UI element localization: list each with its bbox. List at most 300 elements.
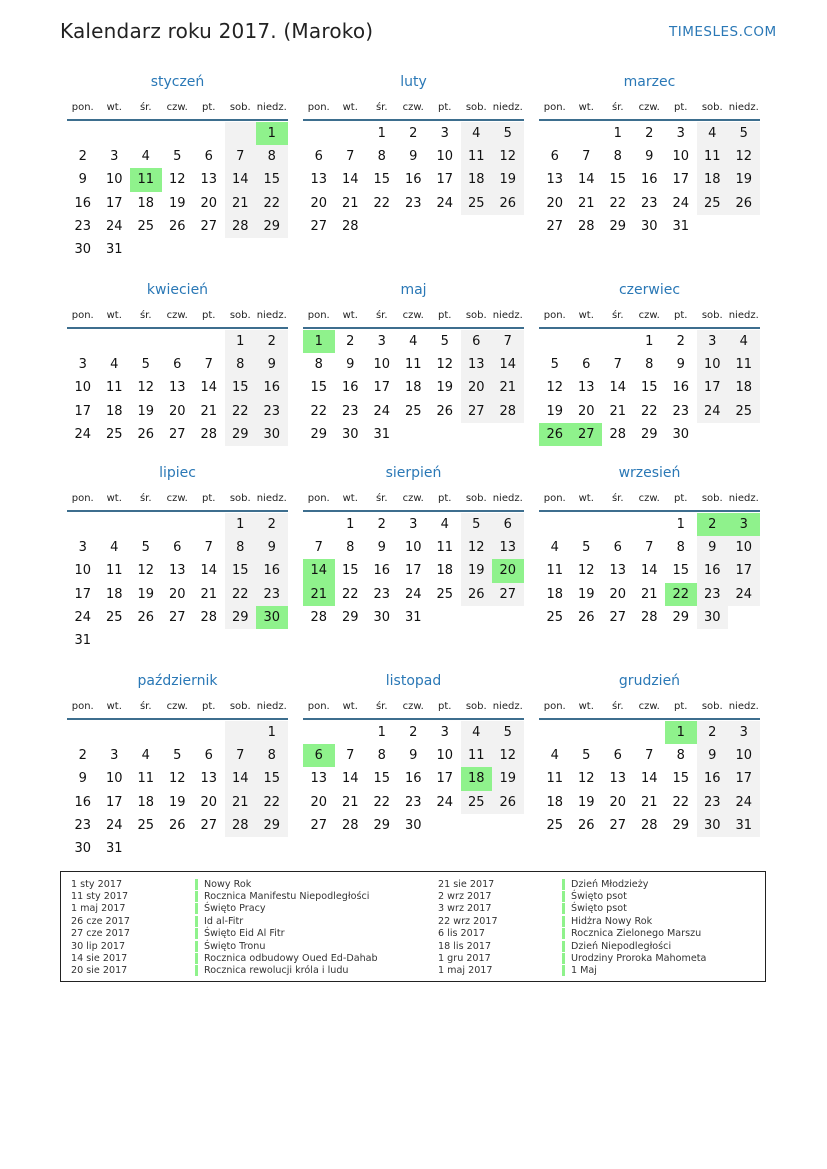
empty-cell <box>130 122 162 145</box>
day-cell: 17 <box>105 195 123 211</box>
weekday-label: pt. <box>202 492 216 504</box>
day-cell: 12 <box>546 380 564 396</box>
day-cell: 27 <box>609 609 627 625</box>
day-grid <box>539 330 760 446</box>
weekday-label: czw. <box>402 101 424 113</box>
header-divider <box>67 510 288 512</box>
day-cell: 14 <box>640 771 658 787</box>
holiday-name: Nowy Rok <box>195 879 251 890</box>
month-calendar <box>539 280 760 446</box>
day-cell: 19 <box>168 794 186 810</box>
header-divider <box>303 119 524 121</box>
day-cell: 14 <box>225 767 257 790</box>
weekday-header <box>67 695 288 717</box>
day-cell: 8 <box>256 145 288 168</box>
day-cell: 20 <box>609 794 627 810</box>
month-name: grudzień <box>618 673 681 689</box>
day-cell: 25 <box>137 817 155 833</box>
day-cell: 6 <box>613 540 622 556</box>
day-cell: 18 <box>461 168 493 191</box>
header-divider <box>539 510 760 512</box>
empty-cell <box>162 721 194 744</box>
day-cell: 20 <box>168 586 186 602</box>
weekday-label: pon. <box>71 492 94 504</box>
day-cell: 15 <box>225 376 257 399</box>
holiday-entry <box>71 915 391 927</box>
day-cell: 24 <box>436 195 454 211</box>
month-name: czerwiec <box>618 282 681 298</box>
day-cell: 5 <box>550 357 559 373</box>
month-name: luty <box>400 74 427 90</box>
holiday-date: 2 wrz 2017 <box>438 891 492 903</box>
day-grid <box>303 122 524 238</box>
day-cell: 25 <box>436 586 454 602</box>
holiday-name: Rocznica rewolucji króla i ludu <box>195 965 349 976</box>
day-cell: 28 <box>225 215 257 238</box>
holiday-entry <box>438 890 758 902</box>
day-cell: 15 <box>373 771 391 787</box>
day-cell: 18 <box>105 586 123 602</box>
weekday-label: pt. <box>438 101 452 113</box>
day-cell: 24 <box>74 609 92 625</box>
day-cell: 28 <box>492 400 524 423</box>
holiday-day-cell: 3 <box>728 513 760 536</box>
day-cell: 28 <box>640 609 658 625</box>
holiday-column-right <box>438 878 758 977</box>
day-cell: 27 <box>310 218 328 234</box>
empty-cell <box>162 330 194 353</box>
day-cell: 9 <box>78 172 87 188</box>
holiday-entry <box>438 940 758 952</box>
holiday-entry <box>71 952 391 964</box>
empty-cell <box>539 122 571 145</box>
day-cell: 24 <box>697 400 729 423</box>
month-calendar <box>539 72 760 238</box>
day-cell: 10 <box>436 748 454 764</box>
day-cell: 8 <box>676 540 685 556</box>
day-cell: 28 <box>200 426 218 442</box>
day-cell: 9 <box>645 149 654 165</box>
weekday-label: śr. <box>139 492 152 504</box>
day-cell: 25 <box>461 791 493 814</box>
holiday-date: 27 cze 2017 <box>71 928 130 940</box>
weekday-label: niedz. <box>256 309 287 321</box>
day-cell: 4 <box>461 122 493 145</box>
month-calendar <box>539 671 760 837</box>
weekday-label: pt. <box>438 700 452 712</box>
holiday-day-cell: 11 <box>130 168 162 191</box>
empty-cell <box>193 721 225 744</box>
day-cell: 10 <box>404 540 422 556</box>
holiday-day-cell: 18 <box>461 767 493 790</box>
day-cell: 10 <box>74 563 92 579</box>
holiday-name: Święto Eid Al Fitr <box>195 928 285 939</box>
day-cell: 5 <box>492 721 524 744</box>
day-cell: 5 <box>141 540 150 556</box>
day-cell: 16 <box>672 380 690 396</box>
weekday-label: niedz. <box>492 700 523 712</box>
day-cell: 27 <box>609 817 627 833</box>
day-cell: 10 <box>373 357 391 373</box>
day-cell: 30 <box>373 609 391 625</box>
weekday-label: czw. <box>166 492 188 504</box>
holiday-date: 1 maj 2017 <box>71 903 126 915</box>
day-cell: 14 <box>609 380 627 396</box>
empty-cell <box>162 513 194 536</box>
day-cell: 10 <box>436 149 454 165</box>
empty-cell <box>539 721 571 744</box>
holiday-entry <box>438 952 758 964</box>
empty-cell <box>99 513 131 536</box>
day-cell: 26 <box>577 817 595 833</box>
weekday-label: sob. <box>701 492 723 504</box>
holiday-entry <box>438 928 758 940</box>
holiday-name: Dzień Niepodległości <box>562 941 671 952</box>
day-cell: 29 <box>640 426 658 442</box>
day-cell: 24 <box>105 218 123 234</box>
month-name: listopad <box>385 673 442 689</box>
day-cell: 31 <box>404 609 422 625</box>
weekday-label: sob. <box>701 309 723 321</box>
day-cell: 28 <box>225 814 257 837</box>
day-cell: 14 <box>225 168 257 191</box>
day-cell: 22 <box>373 195 391 211</box>
empty-cell <box>335 721 367 744</box>
weekday-label: czw. <box>402 492 424 504</box>
day-cell: 1 <box>377 126 386 142</box>
day-cell: 22 <box>373 794 391 810</box>
day-cell: 13 <box>492 536 524 559</box>
day-cell: 23 <box>697 791 729 814</box>
weekday-label: czw. <box>638 309 660 321</box>
day-cell: 20 <box>168 403 186 419</box>
holiday-date: 30 lip 2017 <box>71 940 126 952</box>
day-cell: 6 <box>204 748 213 764</box>
day-cell: 29 <box>373 817 391 833</box>
day-cell: 28 <box>200 609 218 625</box>
day-cell: 4 <box>110 357 119 373</box>
day-cell: 31 <box>74 633 92 649</box>
day-cell: 26 <box>728 192 760 215</box>
weekday-label: sob. <box>465 309 487 321</box>
header-divider <box>539 718 760 720</box>
day-cell: 15 <box>672 771 690 787</box>
day-cell: 9 <box>78 771 87 787</box>
weekday-label: pon. <box>307 101 330 113</box>
weekday-label: niedz. <box>492 492 523 504</box>
day-cell: 3 <box>440 725 449 741</box>
day-cell: 3 <box>78 357 87 373</box>
day-cell: 3 <box>728 721 760 744</box>
day-cell: 15 <box>640 380 658 396</box>
empty-cell <box>571 513 603 536</box>
day-cell: 13 <box>609 771 627 787</box>
day-cell: 2 <box>409 725 418 741</box>
day-cell: 26 <box>461 583 493 606</box>
day-cell: 9 <box>676 357 685 373</box>
day-cell: 31 <box>728 814 760 837</box>
day-cell: 24 <box>404 586 422 602</box>
day-cell: 18 <box>137 794 155 810</box>
day-cell: 22 <box>225 400 257 423</box>
day-cell: 30 <box>640 218 658 234</box>
holiday-day-cell: 21 <box>303 583 335 606</box>
weekday-label: niedz. <box>256 700 287 712</box>
month-name: wrzesień <box>618 465 681 481</box>
day-cell: 10 <box>728 744 760 767</box>
empty-cell <box>335 122 367 145</box>
day-cell: 26 <box>436 403 454 419</box>
day-cell: 13 <box>310 771 328 787</box>
weekday-label: pt. <box>202 101 216 113</box>
day-cell: 8 <box>377 149 386 165</box>
day-cell: 16 <box>404 771 422 787</box>
weekday-header <box>303 304 524 326</box>
holiday-name: Rocznica Manifestu Niepodległości <box>195 891 369 902</box>
day-cell: 2 <box>409 126 418 142</box>
weekday-label: niedz. <box>492 101 523 113</box>
weekday-label: czw. <box>638 700 660 712</box>
day-cell: 28 <box>310 609 328 625</box>
weekday-label: wt. <box>106 101 122 113</box>
day-cell: 19 <box>577 586 595 602</box>
day-cell: 18 <box>137 195 155 211</box>
empty-cell <box>67 330 99 353</box>
day-cell: 10 <box>697 353 729 376</box>
day-cell: 29 <box>256 215 288 238</box>
weekday-label: sob. <box>465 700 487 712</box>
day-cell: 4 <box>440 517 449 533</box>
day-cell: 9 <box>409 149 418 165</box>
day-cell: 6 <box>204 149 213 165</box>
day-cell: 1 <box>256 721 288 744</box>
day-cell: 20 <box>577 403 595 419</box>
day-cell: 1 <box>676 517 685 533</box>
day-cell: 13 <box>310 172 328 188</box>
day-cell: 3 <box>377 334 386 350</box>
day-cell: 27 <box>310 817 328 833</box>
day-cell: 7 <box>204 357 213 373</box>
day-cell: 19 <box>728 168 760 191</box>
day-grid <box>303 513 524 629</box>
day-cell: 20 <box>310 195 328 211</box>
month-calendar <box>67 671 288 860</box>
day-cell: 21 <box>609 403 627 419</box>
day-cell: 31 <box>105 242 123 258</box>
day-cell: 8 <box>346 540 355 556</box>
day-cell: 26 <box>137 609 155 625</box>
day-cell: 23 <box>404 195 422 211</box>
day-cell: 21 <box>225 192 257 215</box>
day-cell: 31 <box>105 841 123 857</box>
day-cell: 6 <box>461 330 493 353</box>
day-cell: 23 <box>74 218 92 234</box>
day-cell: 19 <box>492 767 524 790</box>
day-cell: 30 <box>74 242 92 258</box>
day-cell: 6 <box>173 540 182 556</box>
day-cell: 7 <box>314 540 323 556</box>
holiday-entry <box>438 915 758 927</box>
day-cell: 31 <box>373 426 391 442</box>
day-cell: 29 <box>225 606 257 629</box>
empty-cell <box>67 513 99 536</box>
weekday-label: śr. <box>611 101 624 113</box>
page-title: Kalendarz roku 2017. (Maroko) <box>60 19 374 43</box>
day-cell: 8 <box>314 357 323 373</box>
weekday-label: wt. <box>578 700 594 712</box>
day-cell: 22 <box>341 586 359 602</box>
day-cell: 14 <box>577 172 595 188</box>
day-cell: 13 <box>168 380 186 396</box>
day-cell: 1 <box>225 330 257 353</box>
day-cell: 23 <box>256 583 288 606</box>
holiday-name: Rocznica odbudowy Oued Ed-Dahab <box>195 953 378 964</box>
day-cell: 29 <box>672 609 690 625</box>
day-cell: 20 <box>609 586 627 602</box>
day-grid <box>67 122 288 261</box>
empty-cell <box>225 721 257 744</box>
day-cell: 9 <box>256 536 288 559</box>
holiday-entry <box>71 940 391 952</box>
day-cell: 7 <box>645 748 654 764</box>
day-grid <box>67 330 288 446</box>
day-cell: 28 <box>609 426 627 442</box>
day-cell: 2 <box>676 334 685 350</box>
day-cell: 15 <box>256 168 288 191</box>
day-cell: 11 <box>546 563 564 579</box>
holiday-date: 3 wrz 2017 <box>438 903 492 915</box>
day-cell: 30 <box>74 841 92 857</box>
day-cell: 26 <box>577 609 595 625</box>
day-cell: 11 <box>105 563 123 579</box>
day-cell: 12 <box>492 145 524 168</box>
empty-cell <box>602 330 634 353</box>
weekday-label: pon. <box>307 309 330 321</box>
day-cell: 24 <box>728 583 760 606</box>
day-cell: 17 <box>728 559 760 582</box>
header-divider <box>67 119 288 121</box>
day-cell: 26 <box>137 426 155 442</box>
day-cell: 23 <box>672 403 690 419</box>
weekday-label: pt. <box>674 309 688 321</box>
day-cell: 30 <box>672 426 690 442</box>
weekday-header <box>539 96 760 118</box>
day-cell: 5 <box>728 122 760 145</box>
day-cell: 8 <box>225 536 257 559</box>
day-cell: 30 <box>697 606 729 629</box>
day-cell: 28 <box>341 218 359 234</box>
weekday-label: czw. <box>166 700 188 712</box>
day-cell: 29 <box>672 817 690 833</box>
day-cell: 10 <box>728 536 760 559</box>
day-cell: 14 <box>200 563 218 579</box>
day-cell: 11 <box>137 771 155 787</box>
weekday-label: wt. <box>342 101 358 113</box>
holiday-day-cell: 27 <box>571 423 603 446</box>
day-cell: 31 <box>672 218 690 234</box>
day-cell: 17 <box>74 403 92 419</box>
day-cell: 25 <box>697 192 729 215</box>
day-cell: 7 <box>225 145 257 168</box>
month-name: maj <box>400 282 427 298</box>
day-cell: 20 <box>461 376 493 399</box>
empty-cell <box>99 330 131 353</box>
day-cell: 30 <box>256 423 288 446</box>
empty-cell <box>130 330 162 353</box>
day-cell: 22 <box>310 403 328 419</box>
day-cell: 24 <box>728 791 760 814</box>
weekday-label: pt. <box>202 309 216 321</box>
day-cell: 18 <box>728 376 760 399</box>
day-cell: 21 <box>200 403 218 419</box>
day-cell: 9 <box>346 357 355 373</box>
holiday-name: 1 Maj <box>562 965 597 976</box>
day-cell: 19 <box>436 380 454 396</box>
day-cell: 12 <box>137 380 155 396</box>
weekday-label: pon. <box>307 492 330 504</box>
day-cell: 16 <box>74 195 92 211</box>
day-cell: 21 <box>341 794 359 810</box>
weekday-label: śr. <box>139 101 152 113</box>
day-cell: 14 <box>640 563 658 579</box>
weekday-header <box>67 487 288 509</box>
weekday-header <box>539 695 760 717</box>
day-cell: 11 <box>404 357 422 373</box>
day-cell: 5 <box>141 357 150 373</box>
day-cell: 15 <box>225 559 257 582</box>
day-cell: 17 <box>697 376 729 399</box>
weekday-label: wt. <box>106 309 122 321</box>
day-cell: 28 <box>341 817 359 833</box>
empty-cell <box>634 513 666 536</box>
day-cell: 25 <box>404 403 422 419</box>
day-cell: 27 <box>461 400 493 423</box>
day-cell: 7 <box>645 540 654 556</box>
weekday-label: sob. <box>229 309 251 321</box>
day-cell: 24 <box>672 195 690 211</box>
day-cell: 12 <box>577 563 595 579</box>
weekday-label: niedz. <box>492 309 523 321</box>
day-cell: 22 <box>256 192 288 215</box>
holiday-date: 1 gru 2017 <box>438 953 491 965</box>
day-cell: 20 <box>200 794 218 810</box>
empty-cell <box>303 513 335 536</box>
empty-cell <box>602 513 634 536</box>
day-cell: 15 <box>341 563 359 579</box>
holiday-name: Święto Tronu <box>195 941 265 952</box>
day-cell: 9 <box>697 744 729 767</box>
day-cell: 14 <box>341 771 359 787</box>
holiday-entry <box>71 890 391 902</box>
day-cell: 23 <box>697 583 729 606</box>
day-cell: 7 <box>346 149 355 165</box>
day-cell: 20 <box>200 195 218 211</box>
day-cell: 27 <box>200 817 218 833</box>
day-cell: 9 <box>409 748 418 764</box>
day-cell: 28 <box>640 817 658 833</box>
brand-link[interactable]: TIMESLES.COM <box>669 24 777 40</box>
day-cell: 19 <box>461 559 493 582</box>
day-cell: 26 <box>492 192 524 215</box>
weekday-label: czw. <box>638 101 660 113</box>
holiday-name: Święto psot <box>562 891 627 902</box>
day-cell: 29 <box>310 426 328 442</box>
day-cell: 16 <box>640 172 658 188</box>
day-cell: 27 <box>492 583 524 606</box>
day-cell: 22 <box>640 403 658 419</box>
day-cell: 12 <box>168 172 186 188</box>
weekday-label: czw. <box>402 309 424 321</box>
